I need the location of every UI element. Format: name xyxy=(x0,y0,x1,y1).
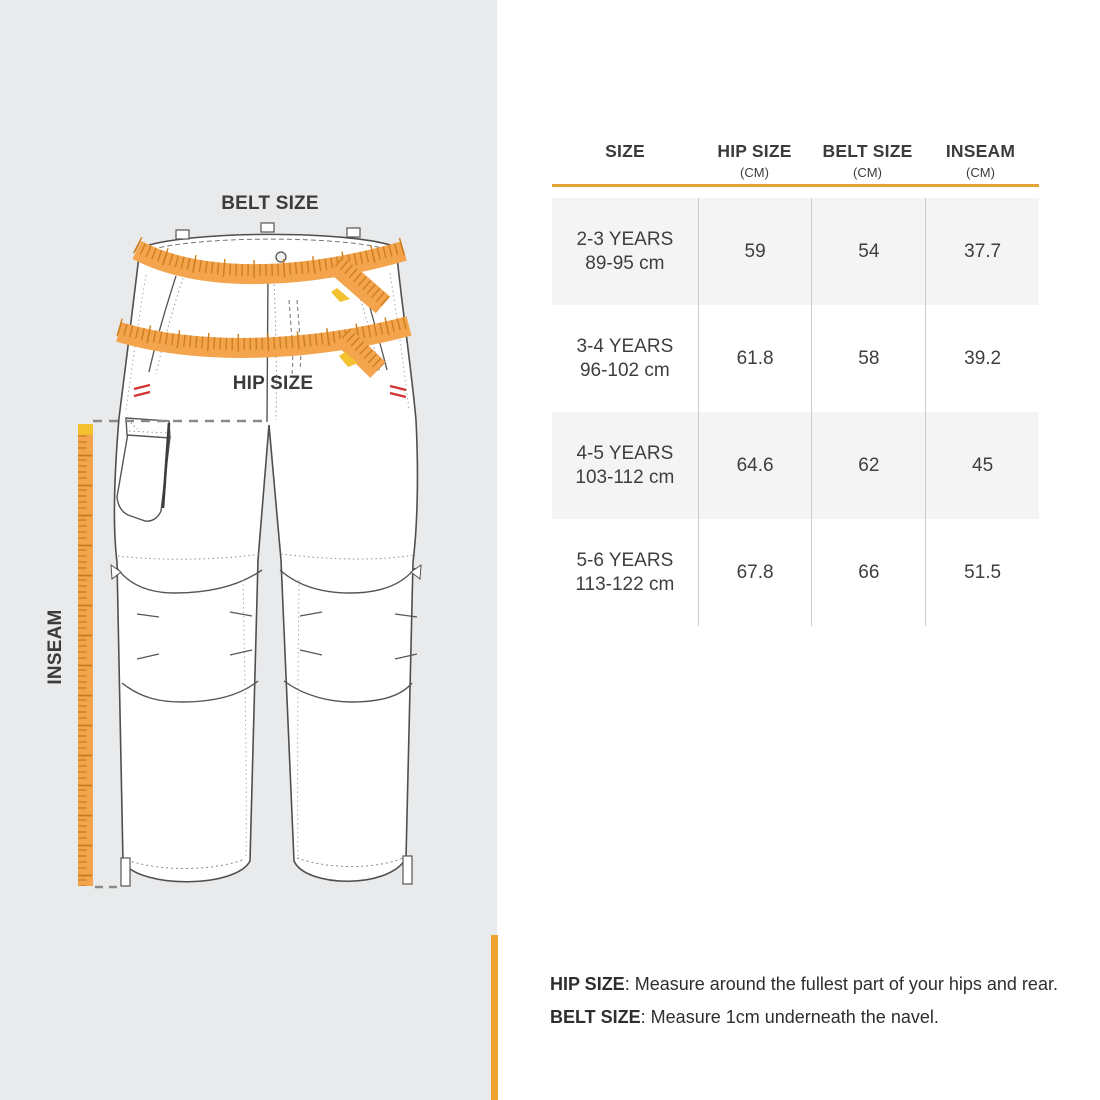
col-header-inseam: INSEAM xyxy=(945,141,1016,161)
col-header-hip-size: HIP SIZE xyxy=(717,141,792,161)
hip-size-footnote: HIP SIZE: Measure around the fullest part of your hips and rear. xyxy=(550,974,1058,994)
table-row: 2-3 YEARS 89-95 cm 59 54 37.7 xyxy=(552,198,1039,305)
waist-button xyxy=(276,252,286,262)
inseam-label: INSEAM xyxy=(45,609,66,685)
measurement-footnotes xyxy=(550,968,1080,1034)
size-table-body xyxy=(552,198,1039,626)
size-table-header xyxy=(552,130,1039,180)
size-table xyxy=(552,130,1039,626)
col-header-belt-size: BELT SIZE xyxy=(822,141,913,161)
col-header-size: SIZE xyxy=(605,141,645,161)
table-row: 5-6 YEARS 113-122 cm 67.8 66 51.5 xyxy=(552,519,1039,626)
table-header-rule xyxy=(552,184,1039,187)
hip-size-label: HIP SIZE xyxy=(232,373,314,394)
table-row: 3-4 YEARS 96-102 cm 61.8 58 39.2 xyxy=(552,305,1039,412)
table-row: 4-5 YEARS 103-112 cm 64.6 62 45 xyxy=(552,412,1039,519)
col-unit-inseam: (CM) xyxy=(966,165,995,180)
accent-bar xyxy=(491,935,498,1100)
measurement-diagram-panel xyxy=(0,0,497,1100)
belt-size-label: BELT SIZE xyxy=(221,193,319,214)
col-unit-belt: (CM) xyxy=(853,165,882,180)
belt-size-footnote: BELT SIZE: Measure 1cm underneath the navel. xyxy=(550,1007,939,1027)
col-unit-hip: (CM) xyxy=(740,165,769,180)
pants-technical-drawing xyxy=(0,0,500,1100)
pants-outline xyxy=(115,223,418,882)
